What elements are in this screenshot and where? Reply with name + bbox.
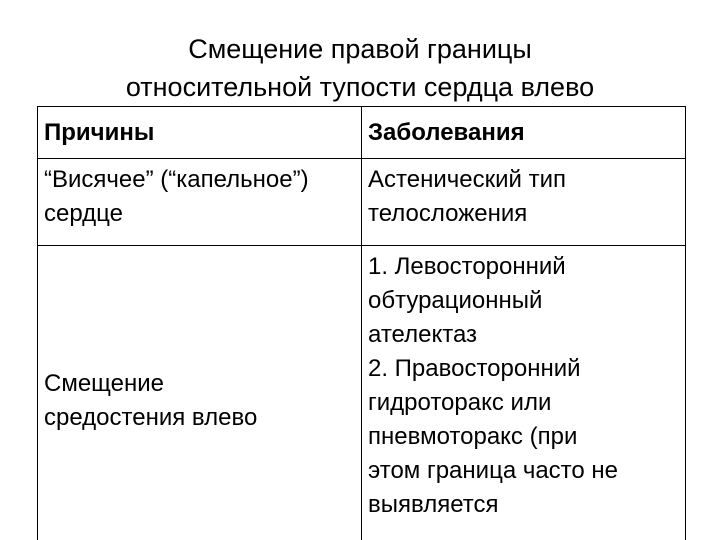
disease-text-line: выявляется (368, 491, 499, 518)
table-row (38, 246, 686, 540)
disease-text-line: 2. Правосторонний (368, 355, 581, 382)
disease-text-line: телосложения (368, 200, 528, 227)
disease-text-line: обтурационный (368, 287, 543, 314)
cause-cell (38, 159, 362, 246)
table-header-row (38, 107, 686, 159)
cause-text-line: “Висячее” (“капельное”) (44, 166, 309, 193)
title-line-2: относительной тупости сердца влево (125, 72, 595, 102)
header-cell-diseases (362, 107, 686, 159)
slide-title (0, 30, 720, 106)
disease-cell (362, 159, 686, 246)
cause-cell (38, 246, 362, 540)
disease-text-line: этом граница часто не (368, 457, 619, 484)
disease-text-line: Астенический тип (368, 166, 566, 193)
title-line-1: Смещение правой границы (188, 34, 532, 64)
cause-text-line: сердце (44, 200, 123, 227)
disease-text-line: ателектаз (368, 321, 478, 348)
cause-text-line: средостения влево (44, 403, 258, 431)
disease-text-line: 1. Левосторонний (368, 253, 566, 280)
table-row (38, 159, 686, 246)
cause-text-line: Смещение (44, 369, 165, 397)
disease-cell (362, 246, 686, 540)
disease-text-line: гидроторакс или (368, 389, 552, 416)
header-diseases-label: Заболевания (368, 118, 525, 146)
causes-diseases-table (37, 106, 686, 540)
header-cell-causes (38, 107, 362, 159)
disease-text-line: пневмоторакс (при (368, 423, 578, 450)
header-causes-label: Причины (44, 118, 155, 146)
